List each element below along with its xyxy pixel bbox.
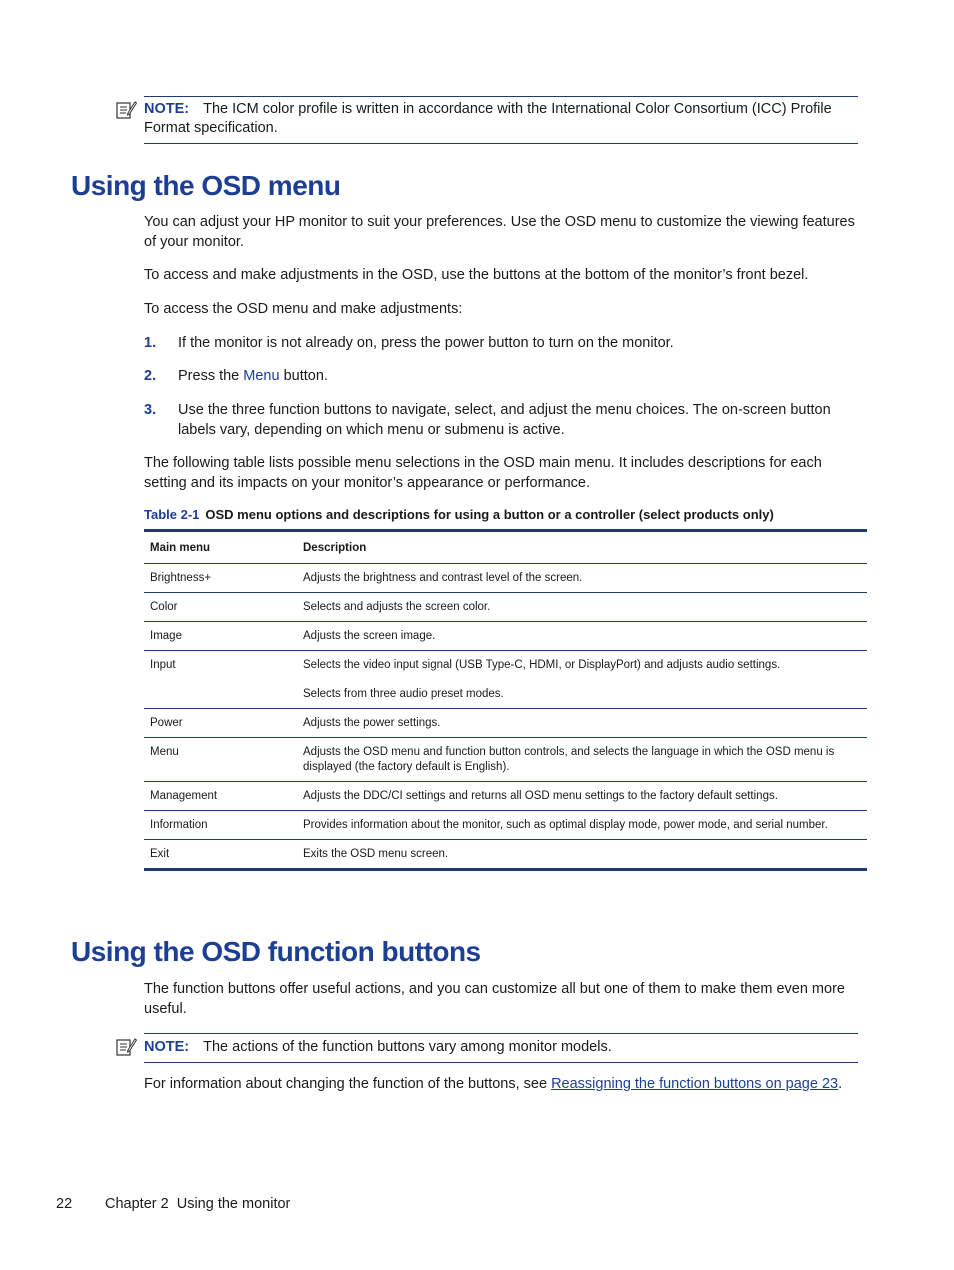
description-cell: Adjusts the screen image.: [297, 622, 867, 651]
menu-keyword: Menu: [243, 368, 280, 384]
menu-cell: Exit: [150, 848, 170, 860]
note-icon: [115, 1036, 137, 1058]
step-number: 1.: [144, 335, 157, 351]
table-row: [144, 651, 867, 709]
section-heading-osd-function-buttons: Using the OSD function buttons: [71, 936, 481, 967]
menu-cell: Management: [144, 782, 297, 811]
table-row: [144, 593, 867, 622]
paragraph: To access and make adjustments in the OSD, use the buttons at the bottom of the monitor’s front bezel.: [144, 267, 809, 283]
table-header-row: [144, 531, 867, 564]
menu-cell: Image: [144, 622, 297, 651]
description-cell: Exits the OSD menu screen.: [303, 848, 449, 860]
table-row: [144, 811, 867, 840]
description-cell: Selects and adjusts the screen color.: [297, 593, 867, 622]
table-row: [144, 622, 867, 651]
step-text-post: button.: [279, 368, 328, 384]
table-row: [144, 782, 867, 811]
section-heading-osd-menu: Using the OSD menu: [71, 170, 341, 201]
menu-cell: Color: [144, 593, 297, 622]
description-cell: Adjusts the OSD menu and function button controls, and selects the language in which the OSD menu is displayed (the factory default is English).: [297, 738, 867, 782]
chapter-title: Chapter 2 Using the monitor: [105, 1196, 291, 1212]
note-box: [144, 1033, 858, 1063]
step-number: 2.: [144, 368, 157, 384]
description-line: Selects from three audio preset modes.: [303, 688, 504, 700]
paragraph: To access the OSD menu and make adjustments:: [144, 301, 463, 317]
menu-cell: Information: [144, 811, 297, 840]
step-text: [178, 367, 868, 387]
description-cell: Adjusts the DDC/CI settings and returns all OSD menu settings to the factory default settings.: [297, 782, 867, 811]
paragraph: The function buttons offer useful actions, and you can customize all but one of them to make them even more useful.: [144, 981, 845, 1017]
description-cell: [297, 651, 867, 709]
note-text: The actions of the function buttons vary among monitor models.: [203, 1039, 612, 1055]
column-header-main-menu: Main menu: [144, 531, 297, 564]
menu-cell: Power: [144, 709, 297, 738]
description-cell: Adjusts the power settings.: [297, 709, 867, 738]
table-row: [144, 840, 867, 870]
description-cell: Adjusts the brightness and contrast level of the screen.: [297, 564, 867, 593]
paragraph: [144, 1075, 868, 1095]
step-text: If the monitor is not already on, press the power button to turn on the monitor.: [178, 335, 674, 351]
description-cell: Provides information about the monitor, such as optimal display mode, power mode, and serial number.: [297, 811, 867, 840]
note-text: The ICM color profile is written in accordance with the International Color Consortium (ICC) Profile Format specification.: [144, 101, 832, 136]
note-label: NOTE:: [144, 1039, 190, 1055]
page-number: 22: [56, 1196, 73, 1212]
table-caption-text: OSD menu options and descriptions for using a button or a controller (select products only): [205, 507, 774, 522]
osd-menu-table: [144, 529, 867, 871]
note-icon: [115, 99, 137, 121]
table-number: Table 2-1: [144, 507, 200, 522]
step-text-pre: Press the: [178, 368, 244, 384]
table-row: [144, 709, 867, 738]
menu-cell: Input: [144, 651, 297, 709]
menu-cell: Menu: [144, 738, 297, 782]
note-box: [144, 96, 858, 144]
description-line: Selects the video input signal (USB Type-C, HDMI, or DisplayPort) and adjusts audio settings.: [303, 659, 781, 671]
paragraph-text: .: [838, 1076, 843, 1092]
step-number: 3.: [144, 402, 157, 418]
table-row: [144, 738, 867, 782]
reassigning-function-buttons-link[interactable]: Reassigning the function buttons on page 23: [551, 1076, 839, 1092]
paragraph-text: For information about changing the function of the buttons, see: [144, 1076, 552, 1092]
paragraph: You can adjust your HP monitor to suit your preferences. Use the OSD menu to customize the viewing features of your monitor.: [144, 214, 855, 250]
table-row: [144, 564, 867, 593]
table-caption: [144, 507, 774, 522]
paragraph: The following table lists possible menu selections in the OSD main menu. It includes descriptions for each setting and its impacts on your monitor’s appearance or performance.: [144, 455, 822, 491]
step-text: Use the three function buttons to navigate, select, and adjust the menu choices. The on-screen button labels vary, depending on which menu or submenu is active.: [178, 402, 831, 438]
menu-cell: Brightness+: [144, 564, 297, 593]
note-label: NOTE:: [144, 101, 190, 117]
column-header-description: Description: [297, 531, 867, 564]
